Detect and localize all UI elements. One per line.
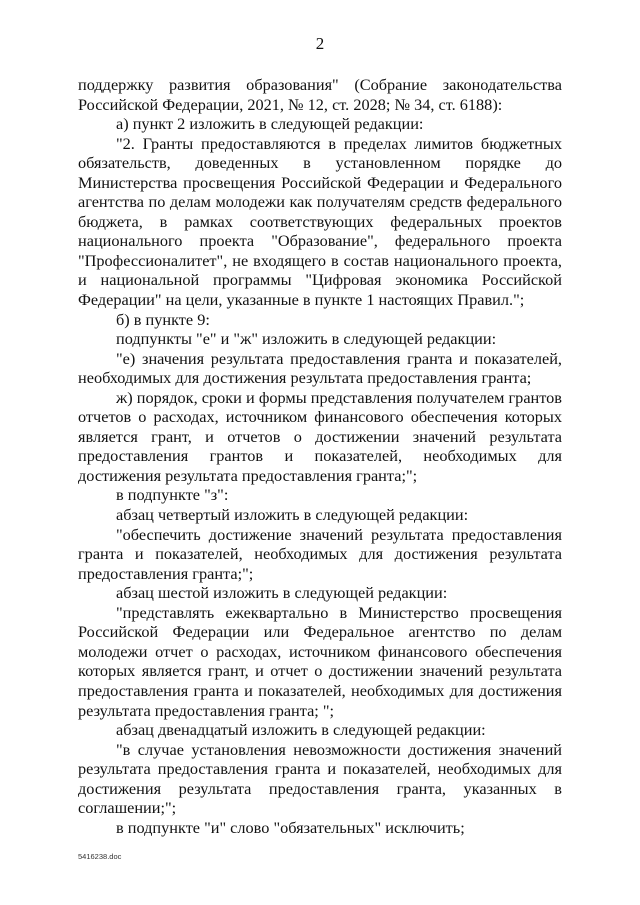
paragraph-subitems-e-zh: подпункты "е" и "ж" изложить в следующей редакции: <box>116 329 497 349</box>
paragraph-abzac-12-text: "в случае установления невозможности достижения значений результата предоставления гранта и показателей, необходимых для достижения результата предоставления гранта, указанных в соглашении;"; <box>78 739 562 818</box>
paragraph-subitem-zh: ж) порядок, сроки и формы представления получателем грантов отчетов о расходах, источником финансового обеспечения которых является грант, и отчетов о достижении значений результата предоставления грантов и показателей, необходимых для достижения результата предоставления гранта;"; <box>78 387 562 485</box>
paragraph-item-b: б) в пункте 9: <box>116 309 210 329</box>
paragraph-subitem-z: в подпункте "з": <box>116 485 229 505</box>
document-body <box>78 75 562 837</box>
paragraph-abzac-6-text: "представлять ежеквартально в Министерство просвещения Российской Федерации или Федеральное агентство по делам молодежи отчет о расходах, источником финансового обеспечения которых является грант, и отчет о достижении значений результата предоставления гранта и показателей, необходимых для достижения результата предоставления гранта; "; <box>78 602 562 720</box>
paragraph-grants-clause: "2. Гранты предоставляются в пределах лимитов бюджетных обязательств, доведенных в установленном порядке до Министерства просвещения Российской Федерации и Федерального агентства по делам молодежи как получателям средств федерального бюджета, в рамках соответствующих федеральных проектов национального проекта "Образование", федерального проекта "Профессионалитет", не входящего в состав национального проекта, и национальной программы "Цифровая экономика Российской Федерации" на цели, указанные в пункте 1 настоящих Правил."; <box>78 133 562 310</box>
footer-document-code: 5416238.doc <box>78 852 122 861</box>
paragraph-abzac-4: абзац четвертый изложить в следующей редакции: <box>116 505 469 525</box>
paragraph-abzac-12: абзац двенадцатый изложить в следующей редакции: <box>116 720 486 740</box>
paragraph-subitem-e: "е) значения результата предоставления гранта и показателей, необходимых для достижения результата предоставления гранта; <box>78 348 562 388</box>
paragraph-item-a: а) пункт 2 изложить в следующей редакции: <box>116 114 424 134</box>
paragraph-intro-continuation: поддержку развития образования" (Собрание законодательства Российской Федерации, 2021, № 12, ст. 2028; № 34, ст. 6188): <box>78 75 562 114</box>
paragraph-subitem-i: в подпункте "и" слово "обязательных" исключить; <box>116 817 465 837</box>
paragraph-abzac-4-text: "обеспечить достижение значений результата предоставления гранта и показателей, необходимых для достижения результата предоставления гранта;"; <box>78 524 562 583</box>
paragraph-abzac-6: абзац шестой изложить в следующей редакции: <box>116 583 448 603</box>
page-number: 2 <box>315 34 325 53</box>
